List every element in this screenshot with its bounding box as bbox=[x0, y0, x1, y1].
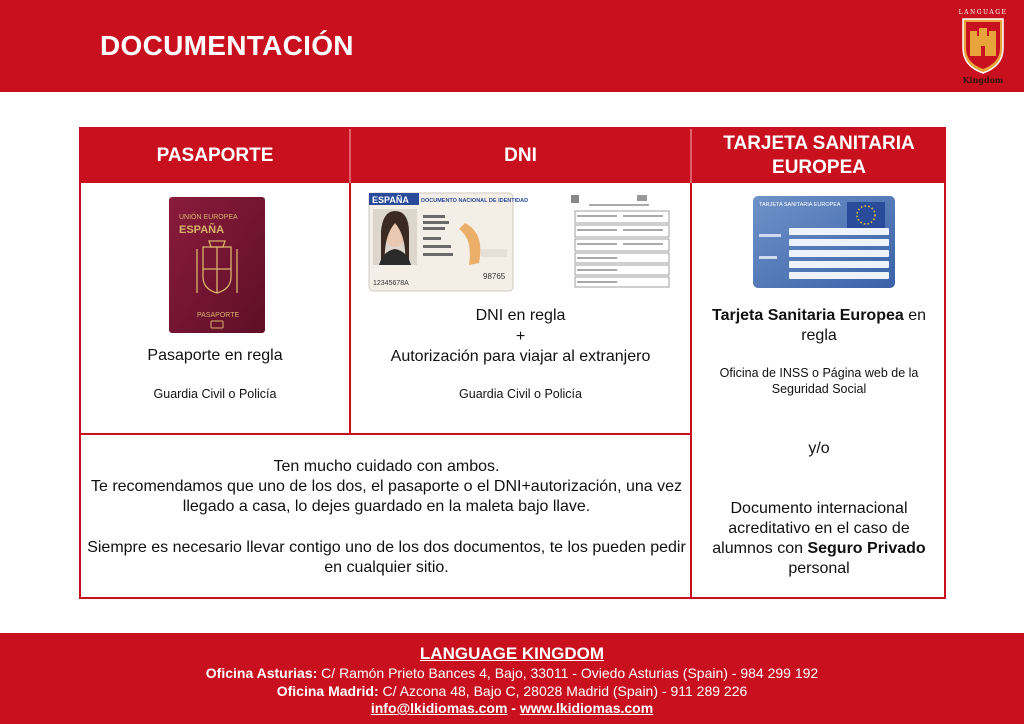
dni-card-title: DOCUMENTO NACIONAL DE IDENTIDAD bbox=[421, 198, 529, 204]
footer-asturias bbox=[0, 665, 1024, 681]
dni-issuer: Guardia Civil o Policía bbox=[459, 387, 582, 401]
dni-authorization-requirement: Autorización para viajar al extranjero bbox=[390, 348, 651, 365]
footer-madrid bbox=[0, 683, 1024, 699]
private-insurance-alternative bbox=[701, 499, 937, 579]
column-header-pasaporte: PASAPORTE bbox=[81, 129, 349, 183]
health-card-requirement bbox=[699, 306, 939, 346]
alt-text-1: Documento internacional acreditativo en el caso de alumnos con bbox=[712, 500, 910, 557]
asturias-address: C/ Ramón Prieto Bances 4, Bajo, 33011 - Oviedo Asturias (Spain) - 984 299 192 bbox=[317, 665, 819, 681]
dni-plus-sign: + bbox=[515, 328, 526, 345]
dni-card-country: ESPAÑA bbox=[372, 195, 409, 205]
footer-brand: LANGUAGE KINGDOM bbox=[419, 644, 605, 663]
note-recommendation: Te recomendamos que uno de los dos, el pasaporte o el DNI+autorización, una vez llegado a casa, lo dejes guardado en la maleta bajo llave. bbox=[90, 478, 683, 515]
note-warning: Ten mucho cuidado con ambos. bbox=[273, 458, 500, 475]
email-link[interactable]: info@lkidiomas.com bbox=[370, 700, 508, 716]
passport-union-text: UNIÓN EUROPEA bbox=[179, 214, 238, 221]
passport-country-text: ESPAÑA bbox=[179, 224, 225, 236]
column-header-dni: DNI bbox=[351, 129, 690, 183]
health-card-requirement-rest: en regla bbox=[801, 307, 927, 344]
contact-separator: - bbox=[507, 700, 520, 716]
footer-contact bbox=[0, 700, 1024, 716]
svg-text:98765: 98765 bbox=[483, 272, 506, 281]
footer-bar bbox=[0, 633, 1024, 724]
website-link[interactable]: www.lkidiomas.com bbox=[519, 700, 654, 716]
health-card-issuer: Oficina de INSS o Página web de la Seguridad Social bbox=[719, 366, 919, 396]
dni-card-image bbox=[369, 193, 529, 291]
header-bar bbox=[0, 0, 1024, 92]
madrid-label: Oficina Madrid: bbox=[276, 683, 379, 699]
health-card-title: TARJETA SANITARIA EUROPEA bbox=[759, 202, 841, 208]
asturias-label: Oficina Asturias: bbox=[205, 665, 318, 681]
authorization-form-image bbox=[567, 193, 671, 291]
logo-top-text: LANGUAGE bbox=[958, 9, 1008, 16]
header-divider bbox=[349, 129, 351, 183]
row-divider bbox=[81, 433, 692, 435]
dni-card-number: 12345678A bbox=[373, 280, 409, 287]
logo-bottom-text: Kingdom bbox=[962, 75, 1004, 85]
health-card-requirement-bold: Tarjeta Sanitaria Europea bbox=[711, 307, 904, 324]
documents-table bbox=[79, 127, 946, 599]
note-always-carry: Siempre es necesario llevar contigo uno de los dos documentos, te los pueden pedir en cualquier sitio. bbox=[87, 539, 686, 576]
dni-requirement: DNI en regla bbox=[475, 307, 566, 324]
alt-text-bold: Seguro Privado bbox=[807, 540, 926, 557]
alt-text-2: personal bbox=[788, 560, 850, 577]
passport-requirement: Pasaporte en regla bbox=[147, 347, 283, 364]
column-header-tse: TARJETA SANITARIA EUROPEA bbox=[692, 129, 946, 183]
passport-label-text: PASAPORTE bbox=[197, 312, 240, 319]
passport-image bbox=[169, 197, 265, 333]
madrid-address: C/ Azcona 48, Bajo C, 28028 Madrid (Spain) - 911 289 226 bbox=[378, 683, 748, 699]
castle-shield-logo bbox=[960, 6, 1006, 86]
header-divider bbox=[690, 129, 692, 183]
column-divider bbox=[690, 183, 692, 599]
and-or-text: y/o bbox=[808, 440, 830, 457]
passport-issuer: Guardia Civil o Policía bbox=[153, 387, 277, 401]
page-title: DOCUMENTACIÓN bbox=[100, 30, 354, 61]
health-card-image bbox=[753, 196, 895, 288]
